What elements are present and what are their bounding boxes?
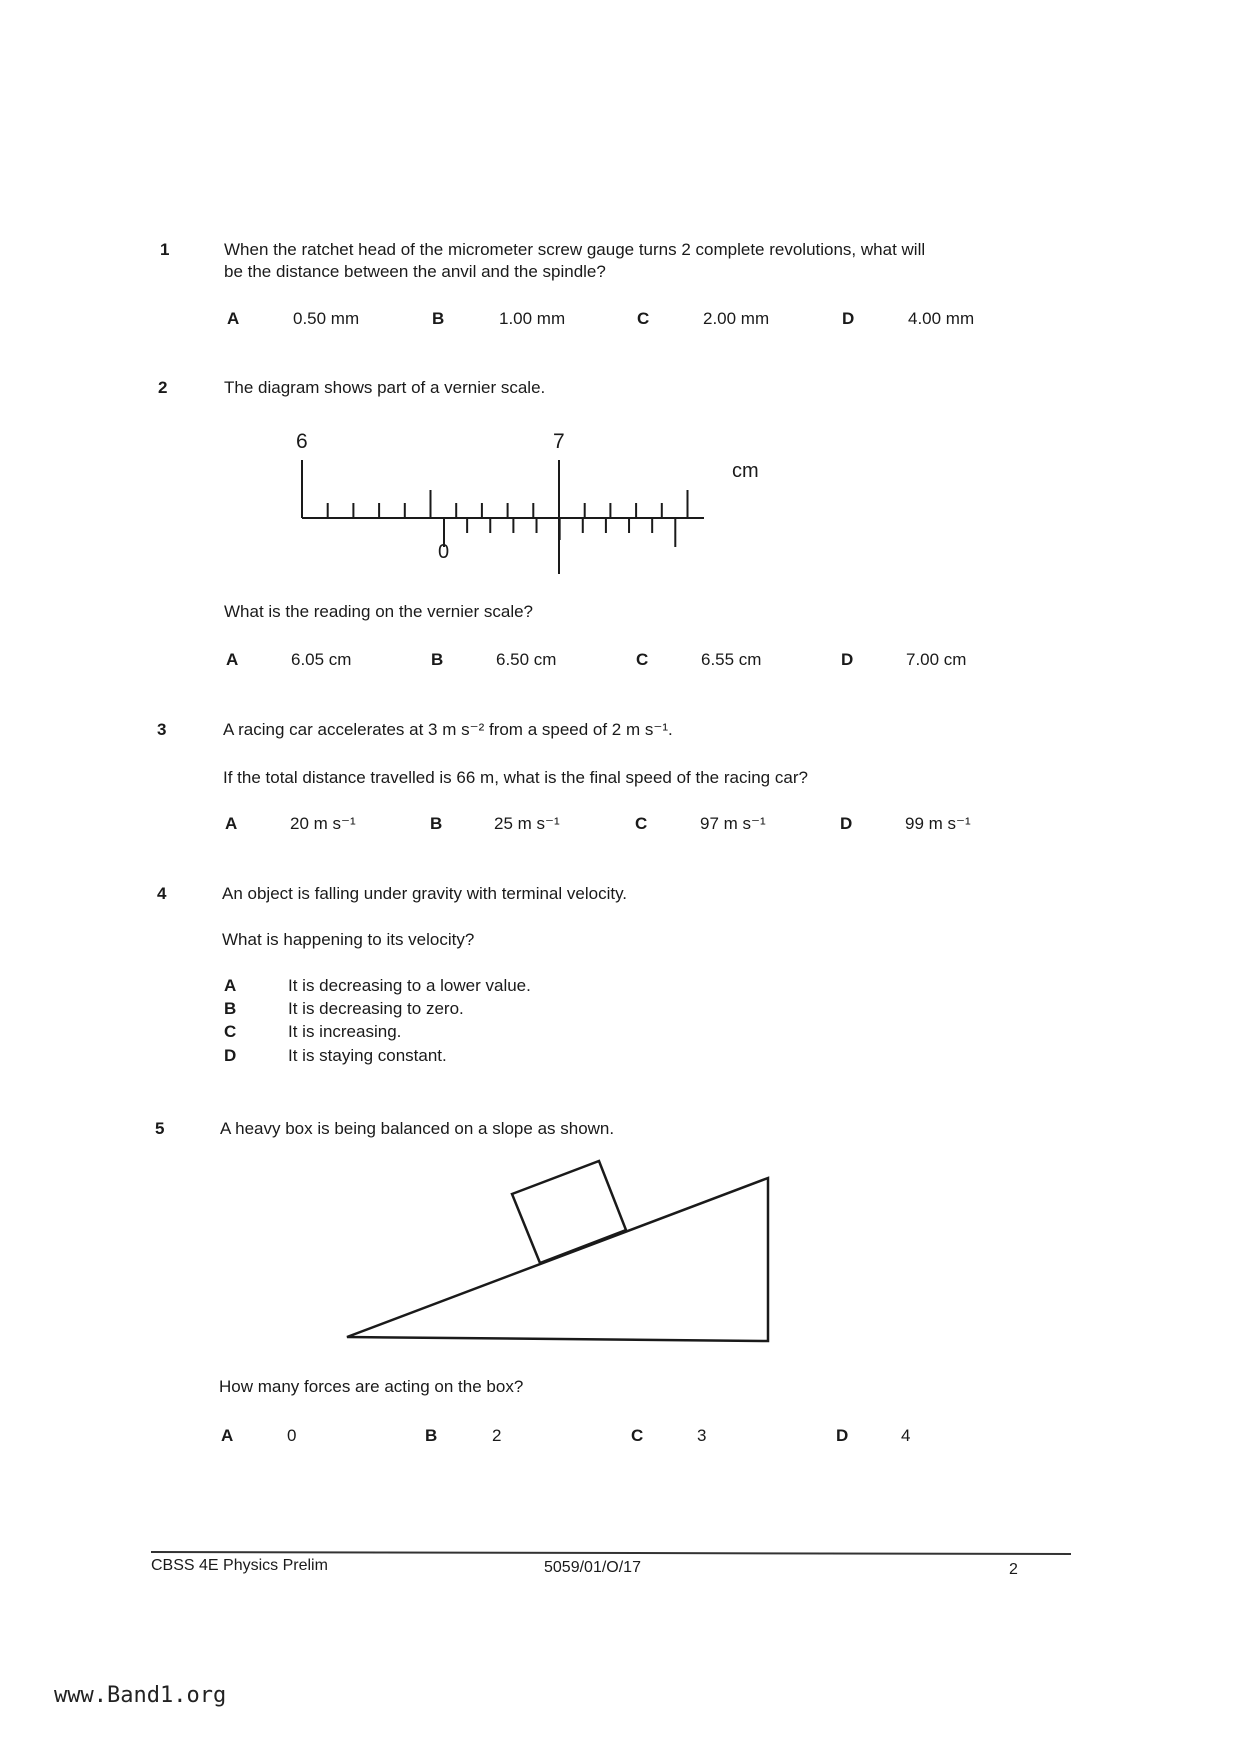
- question-text: An object is falling under gravity with terminal velocity.: [222, 884, 628, 903]
- option-letter: C: [636, 650, 649, 669]
- question-text: A racing car accelerates at 3 m s⁻² from a speed of 2 m s⁻¹.: [223, 720, 673, 739]
- question-prompt: How many forces are acting on the box?: [219, 1377, 524, 1396]
- vernier-zero-label: 0: [438, 541, 450, 563]
- question-text: be the distance between the anvil and the spindle?: [224, 262, 606, 281]
- option-text: 99 m s⁻¹: [905, 814, 971, 833]
- option-letter: A: [226, 650, 239, 669]
- option-text: 6.50 cm: [496, 650, 557, 669]
- option-text: 3: [697, 1426, 707, 1445]
- option-text: 2.00 mm: [703, 309, 770, 328]
- option-text: 4: [901, 1426, 911, 1445]
- option-letter: C: [631, 1426, 644, 1445]
- option-text: 7.00 cm: [906, 650, 967, 669]
- question-number: 2: [158, 378, 168, 397]
- option-letter: C: [637, 309, 650, 328]
- vernier-main-label-6: 6: [296, 430, 308, 453]
- slope-diagram: [347, 1161, 768, 1341]
- option-text: 4.00 mm: [908, 309, 975, 328]
- option-letter: A: [221, 1426, 234, 1445]
- option-letter: D: [840, 814, 853, 833]
- question-text: A heavy box is being balanced on a slope as shown.: [220, 1119, 615, 1138]
- option-text: It is increasing.: [288, 1022, 402, 1041]
- option-letter: C: [224, 1022, 237, 1041]
- option-letter: A: [224, 976, 237, 995]
- option-letter: B: [431, 650, 444, 669]
- option-letter: A: [227, 309, 240, 328]
- question-prompt: What is the reading on the vernier scale?: [224, 602, 534, 621]
- option-letter: D: [841, 650, 854, 669]
- vernier-scale-diagram: [302, 460, 704, 574]
- footer-page-number: 2: [1009, 1561, 1018, 1578]
- option-letter: D: [224, 1046, 237, 1065]
- option-text: 6.55 cm: [701, 650, 762, 669]
- footer-rule: [151, 1552, 1071, 1554]
- footer-exam-title: CBSS 4E Physics Prelim: [151, 1557, 328, 1574]
- question-number: 3: [157, 720, 167, 739]
- vernier-main-label-7: 7: [553, 430, 565, 453]
- box: [512, 1161, 626, 1263]
- option-letter: B: [425, 1426, 438, 1445]
- option-text: 1.00 mm: [499, 309, 566, 328]
- option-text: 0.50 mm: [293, 309, 360, 328]
- option-text: It is staying constant.: [288, 1046, 447, 1065]
- watermark: www.Band1.org: [54, 1683, 227, 1708]
- option-letter: B: [430, 814, 443, 833]
- option-letter: C: [635, 814, 648, 833]
- option-text: It is decreasing to a lower value.: [288, 976, 531, 995]
- question-number: 5: [155, 1119, 165, 1138]
- vernier-unit-label: cm: [732, 460, 759, 482]
- option-text: It is decreasing to zero.: [288, 999, 464, 1018]
- option-text: 97 m s⁻¹: [700, 814, 766, 833]
- option-letter: D: [842, 309, 855, 328]
- question-text: The diagram shows part of a vernier scale.: [224, 378, 546, 397]
- option-text: 0: [287, 1426, 297, 1445]
- option-letter: B: [432, 309, 445, 328]
- option-text: 20 m s⁻¹: [290, 814, 356, 833]
- option-letter: B: [224, 999, 237, 1018]
- option-letter: D: [836, 1426, 849, 1445]
- option-text: 2: [492, 1426, 502, 1445]
- option-text: 25 m s⁻¹: [494, 814, 560, 833]
- question-number: 4: [157, 884, 167, 903]
- question-number: 1: [160, 240, 170, 259]
- question-prompt: If the total distance travelled is 66 m, what is the final speed of the racing car?: [223, 768, 808, 787]
- option-text: 6.05 cm: [291, 650, 352, 669]
- footer-paper-code: 5059/01/O/17: [544, 1559, 641, 1576]
- question-prompt: What is happening to its velocity?: [222, 930, 475, 949]
- option-letter: A: [225, 814, 238, 833]
- question-text: When the ratchet head of the micrometer screw gauge turns 2 complete revolutions, what will: [224, 240, 926, 259]
